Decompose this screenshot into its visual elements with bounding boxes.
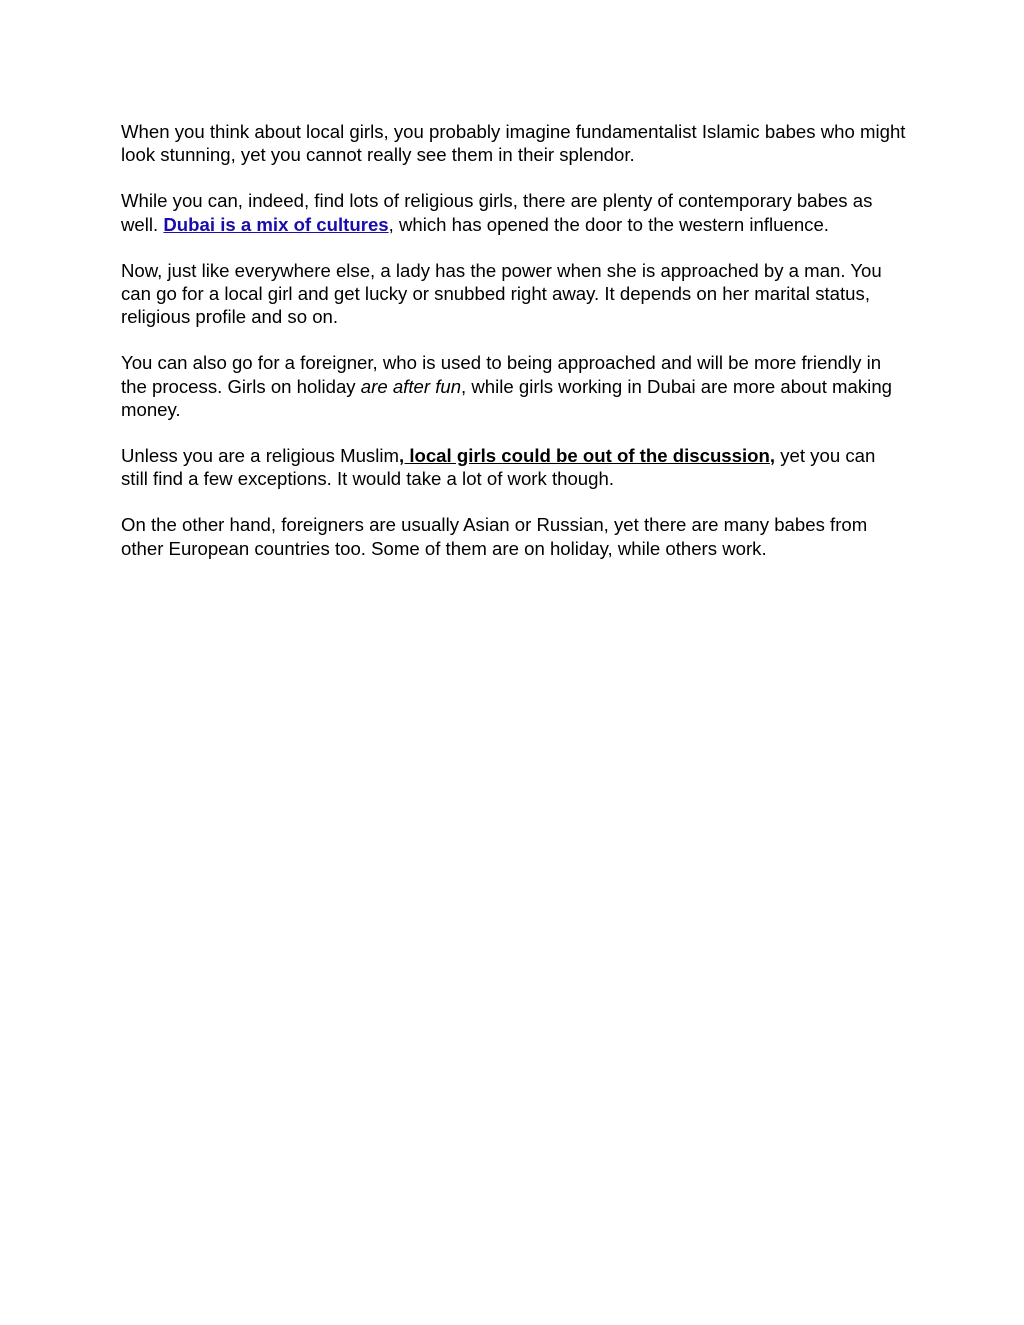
- paragraph-6: [121, 513, 906, 559]
- dubai-cultures-link[interactable]: Dubai is a mix of cultures: [163, 213, 389, 235]
- paragraph-1-text: When you think about local girls, you probably imagine fundamentalist Islamic babes who might look stunning, yet you cannot really see them in their splendor.: [121, 121, 906, 166]
- paragraph-5-emphasis-text: , local girls could be out of the discussion: [398, 445, 770, 467]
- paragraph-2: [121, 189, 906, 235]
- paragraph-1: [121, 120, 906, 166]
- paragraph-4-text-before: You can also go for a foreigner, who is used to being approached and will be more friendly in the process. Girls on holiday: [121, 352, 882, 397]
- paragraph-3-text: Now, just like everywhere else, a lady has the power when she is approached by a man. You can go for a local girl and get lucky or snubbed right away. It depends on her marital status, religious profile and so on.: [121, 259, 882, 328]
- paragraph-4-text-after: , while girls working in Dubai are more about making money.: [121, 375, 892, 420]
- paragraph-3: [121, 259, 906, 329]
- paragraph-5-text-before: Unless you are a religious Muslim: [121, 445, 399, 467]
- paragraph-4-italic-text: are after fun: [360, 375, 462, 397]
- paragraph-5-text-after: yet you can still find a few exceptions. It would take a lot of work though.: [121, 445, 876, 490]
- paragraph-4: [121, 351, 906, 421]
- document-body: [121, 120, 906, 583]
- paragraph-5-emphasis-comma: ,: [769, 445, 776, 467]
- paragraph-6-text: On the other hand, foreigners are usually Asian or Russian, yet there are many babes from other European countries too. Some of them are on holiday, while others work.: [121, 514, 868, 559]
- paragraph-2-text-after: , which has opened the door to the western influence.: [388, 213, 829, 235]
- paragraph-2-text-before: While you can, indeed, find lots of religious girls, there are plenty of contemporary babes as well.: [121, 190, 873, 235]
- paragraph-5: [121, 444, 906, 490]
